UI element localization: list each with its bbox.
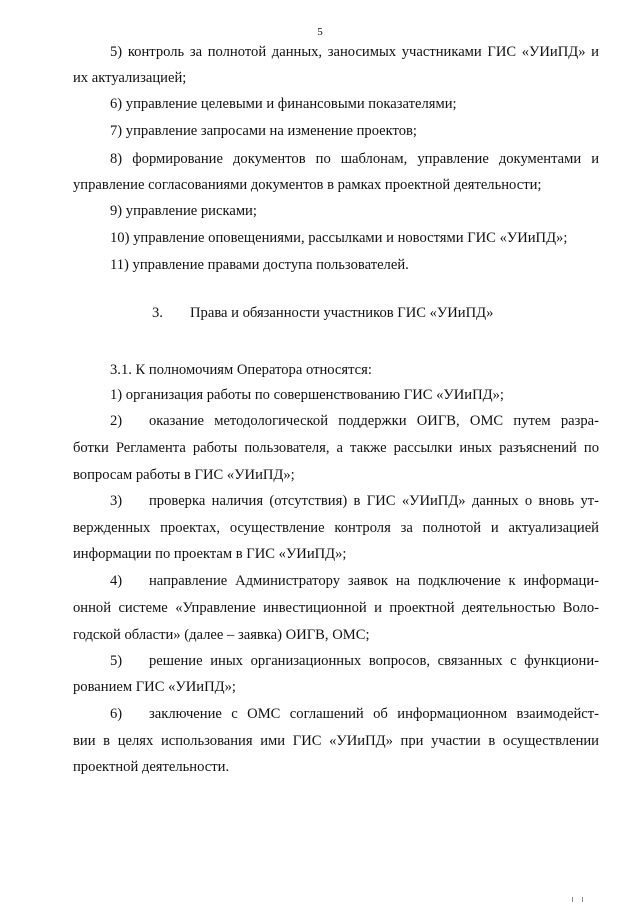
operator-item-3-line3: информации по проектам в ГИС «УИиПД»; [73,546,347,562]
operator-item-2-line3: вопросам работы в ГИС «УИиПД»; [73,467,295,483]
section-number: 3. [152,305,163,321]
operator-item-5-number: 5) [110,653,123,669]
list-item-9: 9) управление рисками; [110,203,257,219]
operator-item-5-line2: рованием ГИС «УИиПД»; [73,679,236,695]
operator-item-2-number: 2) [110,413,123,429]
subsection-intro: 3.1. К полномочиям Оператора относятся: [110,362,372,378]
operator-item-3-line2: вержденных проектах, осуществление контроля за полнотой и актуализацией [73,520,599,536]
operator-item-1: 1) организация работы по совершенствованию ГИС «УИиПД»; [110,387,504,403]
operator-item-2-line2: ботки Регламента работы пользователя, а также рассылки иных разъяснений по [73,440,599,456]
list-item-6: 6) управление целевыми и финансовыми показателями; [110,96,457,112]
operator-item-2-line1: оказание методологической поддержки ОИГВ, ОМС путем разра- [149,413,599,429]
list-item-7: 7) управление запросами на изменение проектов; [110,123,417,139]
scan-mark [572,897,573,902]
operator-item-6-number: 6) [110,706,123,722]
list-item-8-line1: 8) формирование документов по шаблонам, управление документами и [110,151,599,167]
operator-item-6-line3: проектной деятельности. [73,759,230,775]
operator-item-4-line3: годской области» (далее – заявка) ОИГВ, ОМС; [73,627,370,643]
operator-item-5-line1: решение иных организационных вопросов, связанных с функциони- [149,653,599,669]
operator-item-6-line1: заключение с ОМС соглашений об информационном взаимодейст- [149,706,599,722]
scan-mark [582,897,583,902]
list-item-10: 10) управление оповещениями, рассылками и новостями ГИС «УИиПД»; [110,230,568,246]
operator-item-6-line2: вии в целях использования ими ГИС «УИиПД» при участии в осуществлении [73,733,599,749]
operator-item-4-line1: направление Администратору заявок на подключение к информаци- [149,573,599,589]
list-item-5-line2: их актуализацией; [73,70,187,86]
operator-item-3-line1: проверка наличия (отсутствия) в ГИС «УИиПД» данных о вновь ут- [149,493,599,509]
section-title: Права и обязанности участников ГИС «УИиПД» [190,305,494,321]
operator-item-3-number: 3) [110,493,123,509]
operator-item-4-line2: онной системе «Управление инвестиционной и проектной деятельностью Воло- [73,600,599,616]
list-item-11: 11) управление правами доступа пользователей. [110,257,409,273]
page-number: 5 [317,26,323,38]
list-item-5-line1: 5) контроль за полнотой данных, заносимых участниками ГИС «УИиПД» и [110,44,599,60]
operator-item-4-number: 4) [110,573,123,589]
list-item-8-line2: управление согласованиями документов в рамках проектной деятельности; [73,177,542,193]
